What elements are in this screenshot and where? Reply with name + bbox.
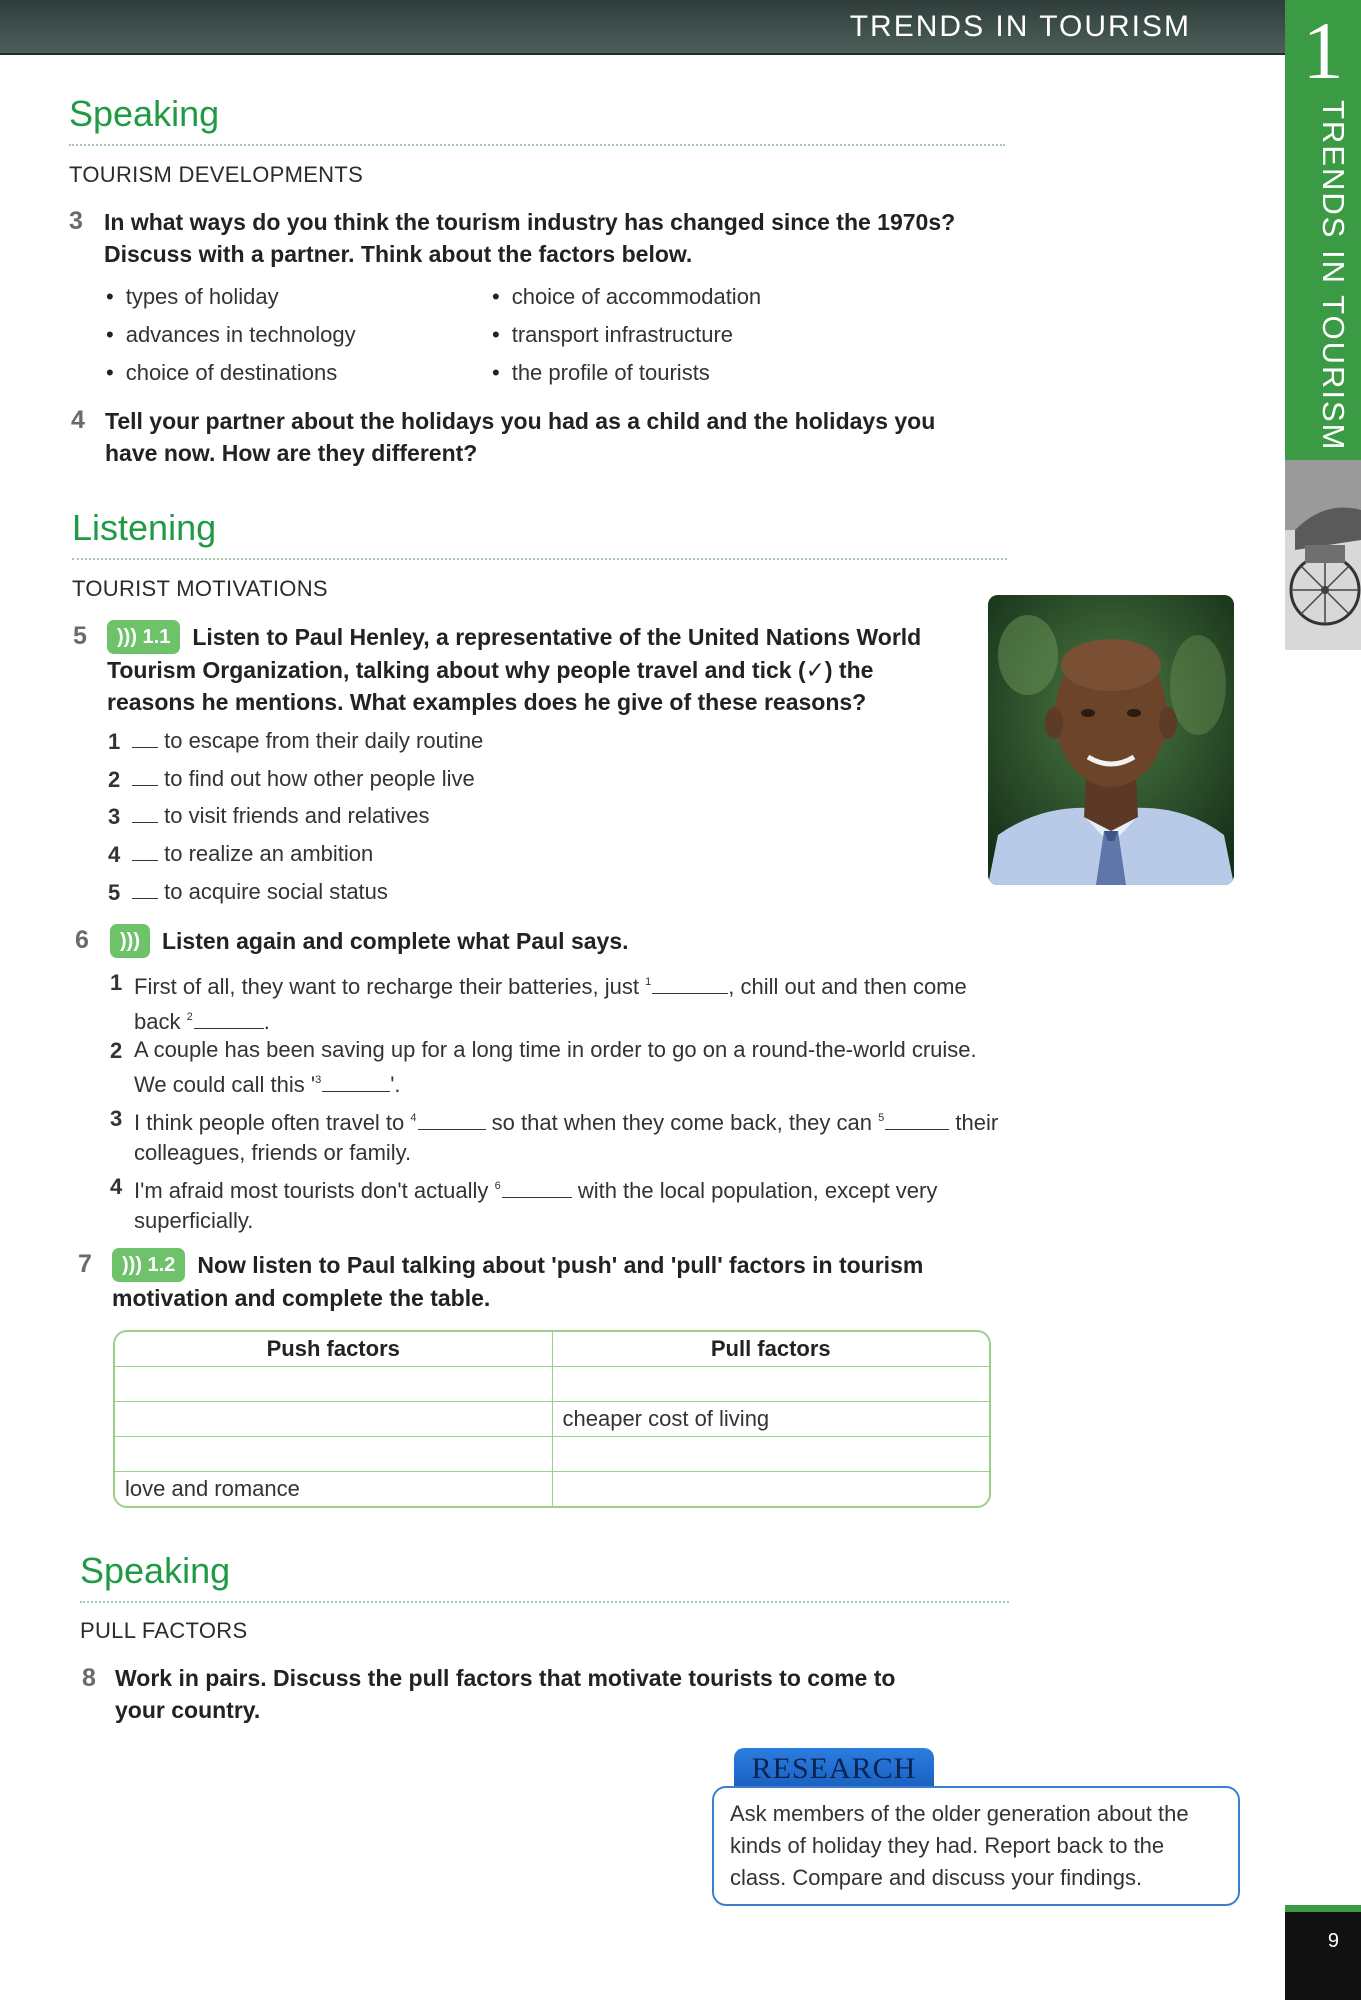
table-header-push: Push factors	[266, 1336, 400, 1361]
blank-number: 6	[494, 1180, 501, 1192]
item-number: 2	[110, 1038, 123, 1063]
paul-henley-photo	[988, 595, 1234, 885]
question-8-text: Work in pairs. Discuss the pull factors that motivate tourists to come to your country.	[115, 1665, 896, 1723]
table-row	[115, 1367, 989, 1402]
tick-blank[interactable]	[132, 821, 158, 823]
item-number: 3	[108, 804, 121, 829]
item-number: 5	[108, 880, 121, 905]
tick-blank[interactable]	[132, 784, 158, 786]
table-cell[interactable]	[552, 1437, 990, 1471]
tourism-developments-subheading: TOURISM DEVELOPMENTS	[69, 162, 364, 187]
table-cell[interactable]: cheaper cost of living	[552, 1402, 990, 1436]
tick-blank[interactable]	[132, 746, 158, 748]
question-3-text: In what ways do you think the tourism industry has changed since the 1970s? Discuss with a partner. Think about the factors below.	[104, 209, 956, 267]
question-5	[107, 620, 967, 718]
page-tab-stripe	[1285, 1905, 1361, 1912]
blank-number: 4	[410, 1112, 417, 1124]
list-item	[132, 877, 388, 907]
item-text: First of all, they want to recharge their batteries, just	[134, 974, 640, 999]
listening-heading: Listening	[72, 508, 1007, 560]
question-6-number: 6	[75, 926, 89, 954]
blank-number: 3	[315, 1074, 322, 1086]
item-text: to realize an ambition	[164, 841, 374, 866]
list-item	[132, 726, 483, 756]
bullet-item: • advances in technology	[106, 322, 356, 348]
question-7-text: Now listen to Paul talking about 'push' and 'pull' factors in tourism motivation and complete the table.	[112, 1252, 924, 1311]
item-text: their colleagues, friends or family.	[134, 1110, 999, 1165]
push-pull-table	[113, 1330, 991, 1508]
item-number: 1	[108, 729, 121, 754]
blank-4[interactable]	[418, 1128, 486, 1130]
question-7-number: 7	[78, 1250, 92, 1278]
table-cell[interactable]	[115, 1437, 552, 1471]
item-text: .	[263, 1009, 270, 1034]
list-item	[132, 801, 429, 831]
blank-3[interactable]	[322, 1090, 390, 1092]
blank-number: 1	[645, 976, 652, 988]
fill-in-item-1	[134, 967, 1004, 1037]
question-5-number: 5	[73, 622, 87, 650]
header-bar	[0, 0, 1285, 55]
bullet-item: • the profile of tourists	[492, 360, 710, 386]
table-cell[interactable]: love and romance	[125, 1476, 300, 1501]
table-row	[115, 1437, 989, 1472]
bullet-item: • choice of destinations	[106, 360, 337, 386]
page-number: 9	[1327, 1930, 1339, 1952]
table-header-pull: Pull factors	[552, 1332, 990, 1366]
item-number: 4	[110, 1174, 123, 1199]
table-cell[interactable]	[552, 1472, 990, 1506]
question-6	[110, 924, 970, 958]
fill-in-item-3	[134, 1103, 1004, 1168]
tick-blank[interactable]	[132, 859, 158, 861]
question-4-number: 4	[71, 406, 85, 434]
pull-factors-subheading: PULL FACTORS	[80, 1618, 248, 1643]
fill-in-item-2	[134, 1035, 994, 1100]
research-label: RESEARCH	[734, 1748, 934, 1788]
chapter-label: TRENDS IN TOURISM	[1316, 100, 1351, 452]
table-cell[interactable]	[115, 1367, 552, 1401]
bullet-item: • transport infrastructure	[492, 322, 733, 348]
list-item	[132, 764, 475, 794]
list-item	[132, 839, 373, 869]
item-text: so that when they come back, they can	[491, 1110, 872, 1135]
item-text: to escape from their daily routine	[164, 728, 484, 753]
tourist-motivations-subheading: TOURIST MOTIVATIONS	[72, 576, 328, 601]
item-text: , chill out and then come back	[134, 974, 967, 1034]
audio-icon[interactable]: )))	[110, 924, 150, 958]
blank-1[interactable]	[652, 992, 728, 994]
table-cell[interactable]	[115, 1402, 552, 1436]
item-text: I think people often travel to	[134, 1110, 405, 1135]
page-number-tab	[1285, 1905, 1361, 2000]
item-number: 3	[110, 1106, 123, 1131]
chapter-tab	[1285, 0, 1361, 460]
speaking-heading-2: Speaking	[80, 1551, 1009, 1603]
item-text: I'm afraid most tourists don't actually	[134, 1178, 489, 1203]
blank-5[interactable]	[885, 1128, 949, 1130]
item-text: to visit friends and relatives	[164, 803, 430, 828]
tick-blank[interactable]	[132, 897, 158, 899]
fill-in-item-4	[134, 1171, 1004, 1236]
blank-number: 5	[878, 1112, 885, 1124]
blank-6[interactable]	[502, 1196, 572, 1198]
research-box	[712, 1786, 1240, 1906]
question-5-text: Listen to Paul Henley, a representative of the United Nations World Tourism Organization, talking about why people travel and tick (✓) the reasons he mentions. What examples does he give of these reasons?	[107, 624, 922, 715]
speaking-heading: Speaking	[69, 94, 1005, 146]
question-6-text: Listen again and complete what Paul says.	[161, 928, 629, 954]
bullet-item: • choice of accommodation	[492, 284, 761, 310]
audio-track-1-1[interactable]: ))) 1.1	[107, 620, 180, 654]
blank-2[interactable]	[194, 1027, 264, 1029]
item-text: with the local population, except very superficially.	[134, 1178, 938, 1233]
item-text: to acquire social status	[164, 879, 388, 904]
blank-number: 2	[186, 1011, 193, 1023]
question-8-number: 8	[82, 1664, 96, 1692]
research-text: Ask members of the older generation about the kinds of holiday they had. Report back to the class. Compare and discuss your findings.	[730, 1801, 1189, 1890]
item-text: '.	[390, 1072, 401, 1097]
question-7	[112, 1248, 972, 1314]
header-title: TRENDS IN TOURISM	[849, 10, 1191, 43]
rickshaw-photo	[1285, 460, 1361, 650]
table-row	[115, 1402, 989, 1437]
item-number: 1	[110, 970, 123, 995]
item-number: 2	[108, 767, 121, 792]
item-text: A couple has been saving up for a long time in order to go on a round-the-world cruise. We could call this '	[134, 1037, 977, 1097]
item-text: to find out how other people live	[164, 766, 475, 791]
table-cell[interactable]	[552, 1367, 990, 1401]
item-number: 4	[108, 842, 121, 867]
table-header-row	[115, 1332, 989, 1367]
audio-track-1-2[interactable]: ))) 1.2	[112, 1248, 185, 1282]
question-4-text: Tell your partner about the holidays you had as a child and the holidays you have now. How are they different?	[105, 408, 936, 466]
table-row	[115, 1472, 989, 1506]
question-3-number: 3	[69, 207, 83, 235]
chapter-number: 1	[1302, 5, 1344, 96]
bullet-item: • types of holiday	[106, 284, 279, 310]
